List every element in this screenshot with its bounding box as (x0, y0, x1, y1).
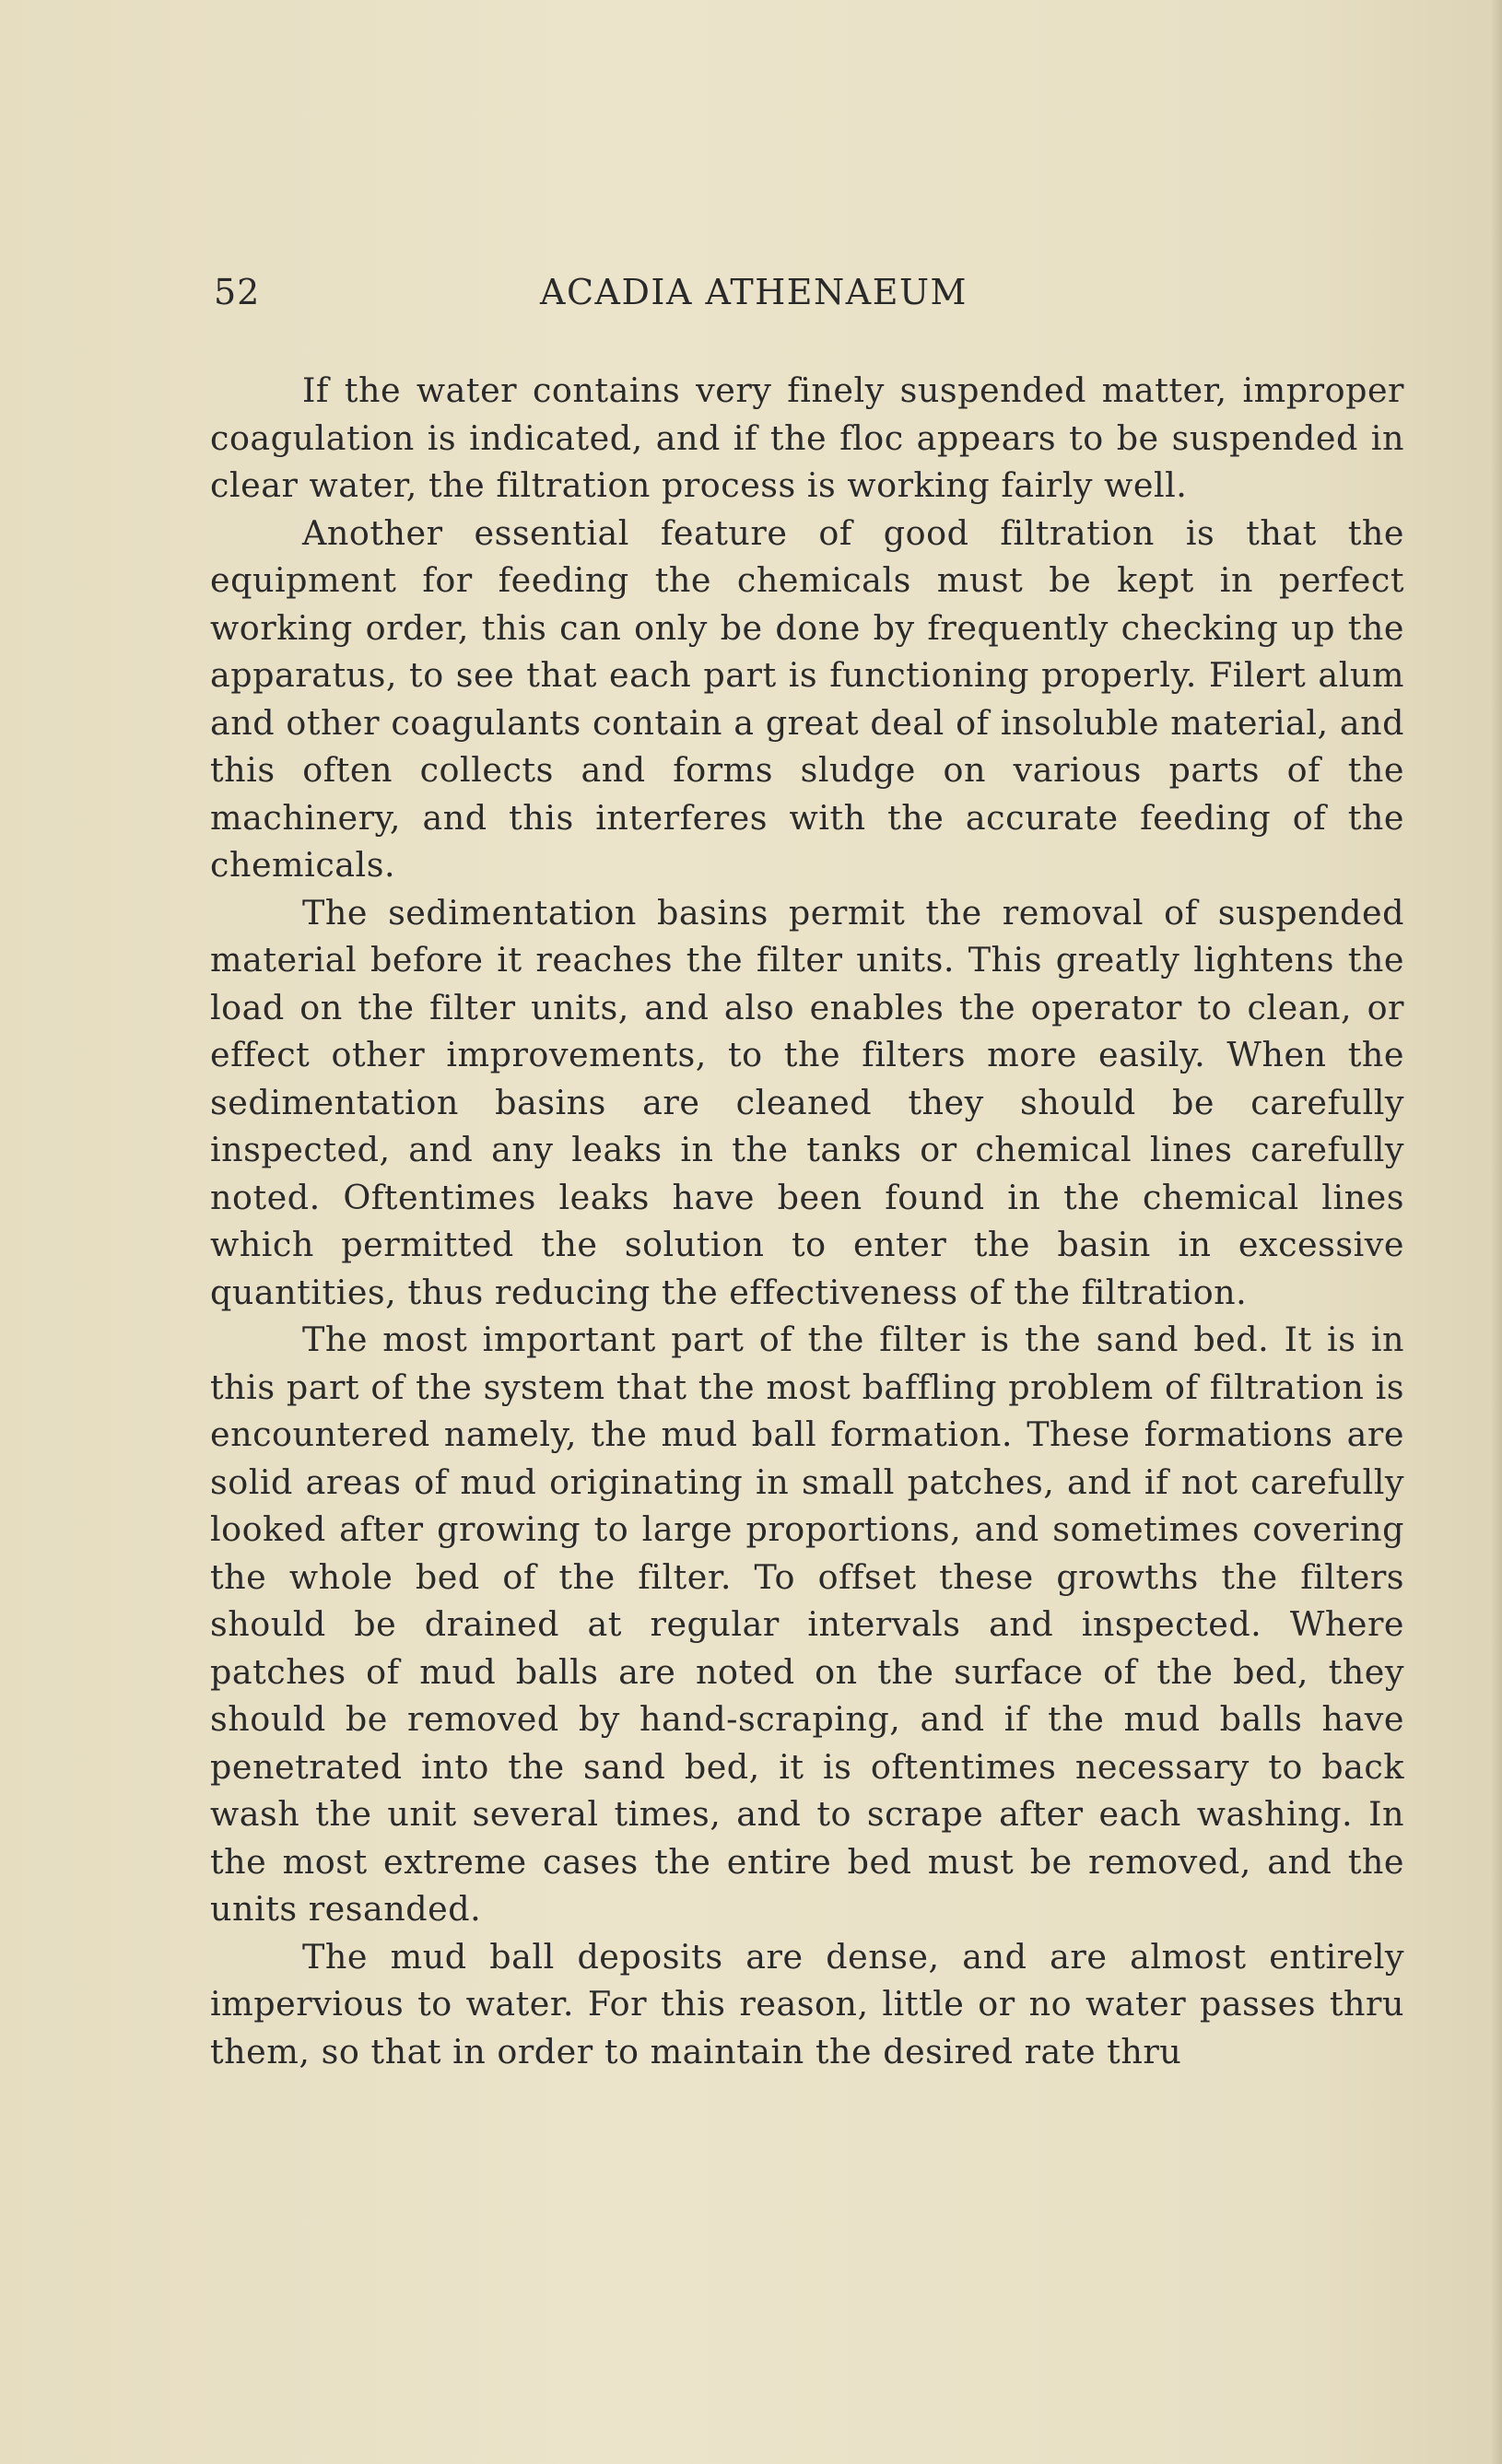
paragraph: The sedimentation basins permit the removal of suspended material before it reaches the filter units. This greatly lightens the load on the filter units, and also enables the operator to clean, or effect other improvements, to the filters more easily. When the sedimentation basins are cleaned they should be carefully inspected, and any leaks in the tanks or chemical lines carefully noted. Oftentimes leaks have been found in the chemical lines which permitted the solution to enter the basin in excessive quantities, thus reducing the effectiveness of the filtration. (210, 892, 1404, 1312)
page-edge (1489, 0, 1502, 2464)
paragraph: If the water contains very finely suspended matter, improper coagulation is indicated, and if the floc appears to be suspended in clear water, the filtration process is working fairly well. (210, 370, 1404, 505)
page-header (214, 272, 1412, 327)
body-text (210, 367, 1404, 2075)
paragraph: Another essential feature of good filtration is that the equipment for feeding the chemicals must be kept in perfect working order, this can only be done by frequently checking up the apparatus, to see that each part is functioning properly. Filert alum and other coagulants contain a great deal of insoluble material, and this often collects and forms sludge on various parts of the machinery, and this interferes with the accurate feeding of the chemicals. (210, 512, 1404, 885)
paragraph: The most important part of the filter is the sand bed. It is in this part of the system that the most baffling problem of filtration is encountered namely, the mud ball formation. These formations are solid areas of mud originating in small patches, and if not carefully looked after growing to large proportions, and sometimes covering the whole bed of the filter. To offset these growths the filters should be drained at regular intervals and inspected. Where patches of mud balls are noted on the surface of the bed, they should be removed by hand-scraping, and if the mud balls have penetrated into the sand bed, it is oftentimes necessary to back wash the unit several times, and to scrape after each washing. In the most extreme cases the entire bed must be removed, and the units resanded. (210, 1320, 1404, 1929)
page-number: 52 (214, 272, 261, 312)
running-title: ACADIA ATHENAEUM (540, 272, 968, 312)
paragraph: The mud ball deposits are dense, and are almost entirely impervious to water. For this reason, little or no water passes thru them, so that in order to maintain the desired rate thru (210, 1936, 1404, 2071)
